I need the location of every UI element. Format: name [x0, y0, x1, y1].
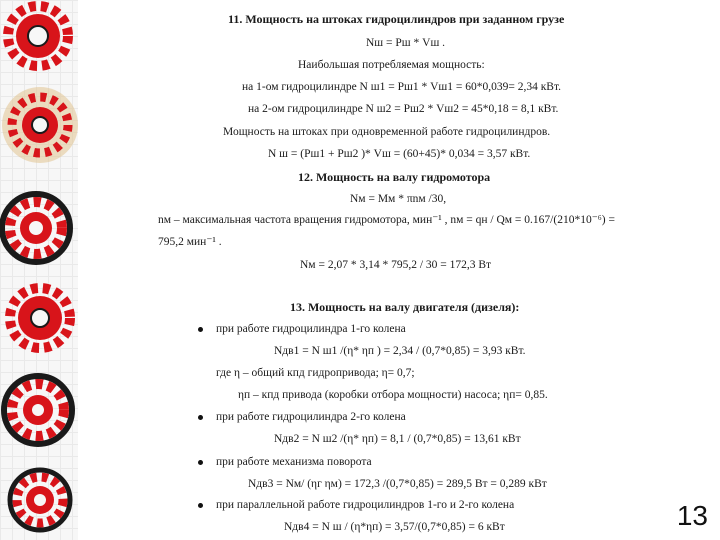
bullet-4-label: при параллельной работе гидроцилиндров 1-го и 2-го колена	[216, 499, 515, 511]
section-12-formula: Nм = Mм * πnм /30,	[350, 193, 447, 205]
bullet-3-label: при работе механизма поворота	[216, 456, 372, 468]
section-11-heading: 11. Мощность на штоках гидроцилиндров при заданном грузе	[228, 12, 565, 26]
bullet-1-formula: Nдв1 = N ш1 /(η* ηп ) = 2,34 / (0,7*0,85) = 3,93 кВт.	[274, 345, 526, 357]
section-12-definition: nм – максимальная частота вращения гидромотора, мин⁻¹ , nм = qн / Qм = 0.167/(210*10⁻⁶) =	[158, 214, 615, 226]
simultaneous-formula: N ш = (Pш1 + Pш2 )* Vш = (60+45)* 0,034 = 3,57 кВт.	[268, 148, 531, 160]
bullet-marker	[198, 415, 203, 420]
where-eta: где η – общий кпд гидропривода; η= 0,7;	[216, 367, 415, 379]
bullet-2-label: при работе гидроцилиндра 2-го колена	[216, 411, 406, 423]
gear-icon	[10, 470, 70, 530]
bullet-marker	[198, 503, 203, 508]
gears-illustration	[0, 0, 78, 540]
gear-icon	[2, 194, 70, 262]
section-11-formula: Nш = Pш * Vш .	[366, 37, 446, 49]
where-eta-p: ηп – кпд привода (коробки отбора мощности) насоса; ηп= 0,85.	[238, 389, 548, 401]
cylinder-1-power: на 1-ом гидроцилиндре N ш1 = Pш1 * Vш1 = 60*0,039= 2,34 кВт.	[242, 81, 562, 93]
gear-icon	[10, 288, 70, 348]
section-13-heading: 13. Мощность на валу двигателя (дизеля):	[290, 300, 520, 314]
gear-icon	[2, 87, 78, 163]
cylinder-2-power: на 2-ом гидроцилиндре N ш2 = Pш2 * Vш2 = 45*0,18 = 8,1 кВт.	[248, 103, 559, 115]
simultaneous-label: Мощность на штоках при одновременной работе гидроцилиндров.	[223, 126, 551, 138]
bullet-marker	[198, 327, 203, 332]
decorative-gear-sidebar	[0, 0, 78, 540]
bullet-2-formula: Nдв2 = N ш2 /(η* ηп) = 8,1 / (0,7*0,85) = 13,61 кВт	[274, 433, 521, 445]
page-number: 13	[676, 500, 708, 531]
section-12-result: 795,2 мин⁻¹ .	[158, 236, 222, 248]
gear-icon	[8, 6, 68, 66]
section-12-heading: 12. Мощность на валу гидромотора	[298, 170, 491, 184]
slide-content	[78, 0, 720, 540]
max-power-label: Наибольшая потребляемая мощность:	[298, 59, 485, 71]
gear-icon	[4, 376, 72, 444]
bullet-marker	[198, 460, 203, 465]
bullet-1-label: при работе гидроцилиндра 1-го колена	[216, 323, 406, 335]
section-12-calc: Nм = 2,07 * 3,14 * 795,2 / 30 = 172,3 Вт	[300, 259, 492, 271]
bullet-4-formula: Nдв4 = N ш / (η*ηп) = 3,57/(0,7*0,85) = 6 кВт	[284, 521, 505, 533]
bullet-3-formula: Nдв3 = Nм/ (ηг ηм) = 172,3 /(0,7*0,85) = 289,5 Вт = 0,289 кВт	[248, 478, 547, 490]
